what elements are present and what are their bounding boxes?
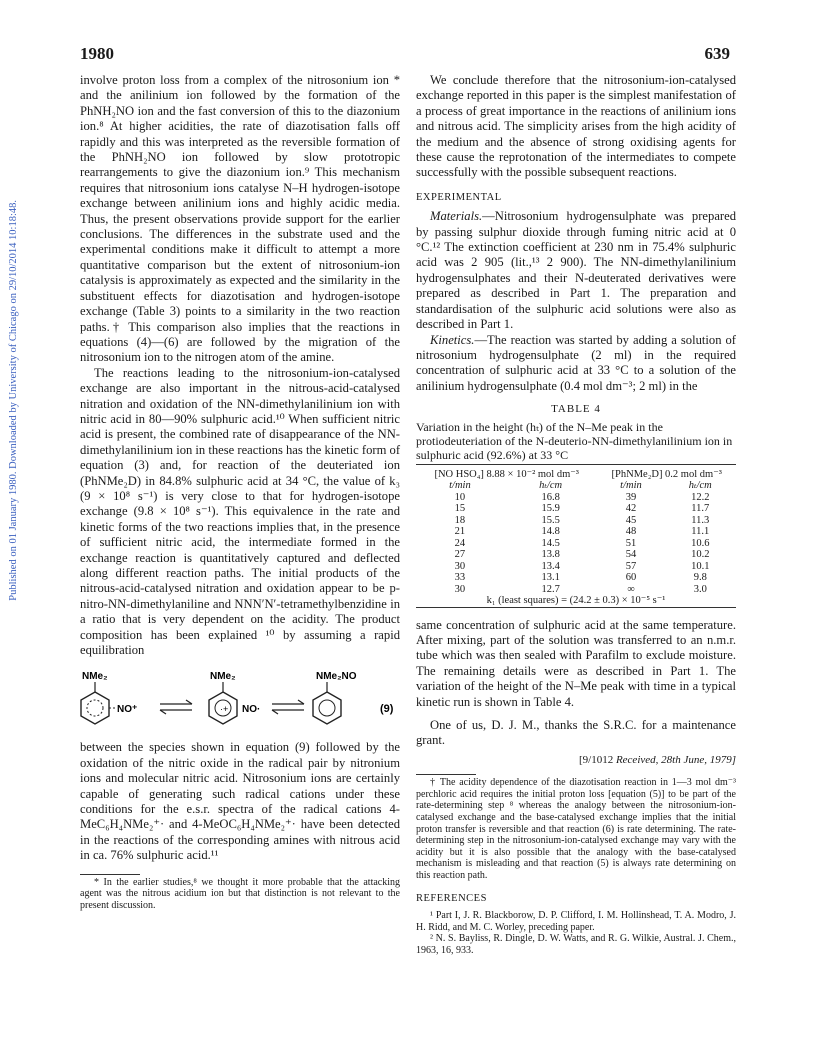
download-watermark: Published on 01 January 1980. Downloaded by University of Chicago on 29/10/2014 10:18:48. (8, 200, 19, 601)
right-column (416, 73, 736, 956)
table-cell: 3.0 (693, 583, 707, 595)
table-cell: 45 (625, 514, 637, 526)
table-cell: 33 (454, 572, 466, 584)
scheme-left-group: NMe₂ (82, 671, 108, 683)
table-cell: 13.4 (541, 560, 560, 572)
left-paragraph-2: The reactions leading to the nitrosonium-ion-catalysed exchange are also important in the nitrous-acid-catalysed nitration and oxidation of the NN-dimethylanilinium ion with nitric acid in 80—90% sulphuric acid.¹⁰ When sufficient nitric acid is present, the combined rate of disappearance of the NN-dimethylanilinium ion in these reactions has the kinetic form of equation (3) and, for reaction of the deuteriated ion (PhNMe₂D) in 84.8% sulphuric acid at 34 °C, the value of k₃ (9 × 10⁸ s⁻¹) is very close to that for hydrogen-isotope exchange (9.8 × 10⁸ s⁻¹). This equivalence in the rate and kinetic forms of the two reactions implies that, in the presence of sufficient nitric acid, the intermediate formed in the exchange reaction is quantitatively captured and deflected along different reaction paths. The initial products of the nitrous-acid-catalysed nitration and oxidation appear to be p-nitro-NN-dimethylaniline and NNN′N′-tetramethylbenzidine in a ratio that is very dependent on the acidity. The product composition has been explained ¹⁰ by assuming a rapid equilibration (80, 365, 401, 658)
table-cell: 57 (625, 560, 637, 572)
table-footer: k₁ (least squares) = (24.2 ± 0.3) × 10⁻⁵ s⁻¹ (416, 595, 736, 607)
references-heading: REFERENCES (416, 892, 487, 904)
received-id: [9/1012 (578, 753, 614, 766)
table-cell: 21 (454, 526, 466, 538)
table-cell: 12.7 (541, 583, 560, 595)
table-cell: 24 (454, 537, 466, 549)
table-cell: 30 (454, 560, 466, 572)
table-header: t/min (620, 480, 642, 492)
materials-label: Materials. (430, 209, 483, 224)
table-cell: 15.9 (541, 503, 560, 515)
equation-9-scheme (80, 668, 400, 736)
page-number: 639 (704, 44, 730, 63)
right-paragraph-1: We conclude therefore that the nitrosonium-ion-catalysed exchange reported in this paper is the simplest manifestation of a process of great importance in the reactions of anilinium ions and nitrous acid. The simplicity arises from the high acidity of the medium and the absence of strong oxidising agents for these cause the reprotonation of the intermediates to compete successfully with the possible subsequent reactions. (416, 73, 736, 180)
left-paragraph-1: involve proton loss from a complex of the nitrosonium ion * and the anilinium ion followed by the formation of the PhNH₂NO ion and the fast conversion of this to the diazonium ion.⁸ At higher acidities, the rate of diazotisation falls off rapidly and this was interpreted as the reversible formation of the PhNH₂NO ion followed by slow prototropic rearrangements to give the diazonium ion.⁹ This mechanism requires that nitrosonium ions catalyse N–H hydrogen-isotope exchange between anilinium ions and highly acidic media. Thus, the present observations provide support for the earlier conclusions. The differences in the substrate used and the experimental conditions make it difficult to attempt a more quantitative comparison but the extent of nitrosonium-ion catalysis is approximately as expected and the similarity in the substituent effects for diazotisation and hydrogen-isotope exchange (Table 3) points to a similarity in the two reaction paths.† This comparison also implies that the reactions in equations (4)—(6) are followed by the migration of the nitrosonium ion to the nitrogen atom of the amine. (80, 73, 400, 365)
equation-number: (9) (380, 703, 394, 716)
table-cell: 10.1 (691, 560, 710, 572)
scheme-mid-group: NMe₂ (210, 671, 236, 683)
table-cell: 11.7 (691, 503, 710, 515)
materials-paragraph (416, 209, 736, 332)
left-paragraph-3: between the species shown in equation (9) followed by the oxidation of the nitric oxide in the radical pair by nitronium ions and molecular nitric acid. Nitrosonium ions are certainly capable of generating such radical cations under these conditions for the e.s.r. spectra of the radical cations 4-MeC₆H₄NMe₂⁺· and 4-MeOC₆H₄NMe₂⁺· have been detected in the reactions of the corresponding amines with nitrous acid in ca. 76% sulphuric acid.¹¹ (80, 740, 400, 863)
footnote-rule (416, 774, 476, 775)
table-cell: 14.5 (541, 537, 560, 549)
benzene-ring-icon (81, 692, 109, 724)
table-cell: 42 (625, 503, 637, 515)
materials-text: —Nitrosonium hydrogensulphate was prepared by passing sulphur dioxide through fuming nitric acid at 0 °C.¹² The extinction coefficient at 230 nm in 75.4% sulphuric acid was 2 905 (lit.,¹³ 2 900). The NN-dimethylanilinium hydrogensulphates and their N-deuterated derivatives were prepared as described in Part 1. The preparation and standardisation of the sulphuric acid solutions were also as described in Part 1. (416, 209, 736, 332)
received-line (416, 753, 736, 768)
table-cond-left: [NO HSO₄] 8.88 × 10⁻² mol dm⁻³ (434, 468, 579, 480)
table-cell: 15 (454, 503, 466, 515)
table-cell: 10.2 (691, 549, 710, 561)
table-cell: 15.5 (541, 514, 560, 526)
table-cell: 16.8 (541, 491, 560, 503)
table-top-rule (416, 464, 736, 465)
right-paragraph-2: same concentration of sulphuric acid at the same temperature. After mixing, part of the solution was transferred to an n.m.r. tube which was then sealed with Parafilm to exclude moisture. The remaining details were as described in Part 1. The variation of the height of the N–Me peak with time in a typical kinetic run is shown in Table 4. (416, 617, 736, 709)
experimental-heading: EXPERIMENTAL (416, 191, 502, 203)
scheme-mid-label: NO· (242, 704, 261, 716)
table-4 (416, 469, 736, 608)
table-cell: 10.6 (691, 537, 710, 549)
benzene-ring-icon (313, 692, 341, 724)
kinetics-paragraph (416, 333, 736, 395)
table-header: hₜ/cm (539, 480, 563, 492)
left-column (80, 73, 400, 911)
table-cell: 48 (625, 526, 637, 538)
reference-1: ¹ Part I, J. R. Blackborow, D. P. Clifford, I. M. Hollinshead, T. A. Modro, J. H. Ridd, and M. C. Worley, preceding paper. (416, 909, 736, 933)
received-date: Received, 28th June, 1979] (615, 753, 736, 766)
table-cell: 54 (625, 549, 637, 561)
table-cond-right: [PhNMe₂D] 0.2 mol dm⁻³ (611, 468, 722, 480)
year-header: 1980 (80, 44, 114, 63)
kinetics-text: —The reaction was started by adding a solution of nitrosonium hydrogensulphate (2 ml) in the required concentration of sulphuric acid at 33 °C to a solution of the anilinium hydrogensulphate (0.4 mol dm⁻³; 2 ml) in the (416, 332, 736, 393)
table-header: hₜ/cm (688, 480, 712, 492)
table-cell: 9.8 (693, 572, 707, 584)
table-cell: 51 (625, 537, 637, 549)
footnote-rule (80, 874, 140, 875)
table-caption: Variation in the height (hₜ) of the N–Me peak in the protiodeuteriation of the N-deuterio-NN-dimethylanilinium ion in sulphuric acid (92.6%) at 33 °C (416, 419, 733, 462)
kinetics-label: Kinetics. (430, 332, 475, 347)
table-cell: 18 (454, 514, 466, 526)
table-cell: ∞ (627, 583, 635, 595)
svg-text:·+: ·+ (220, 704, 229, 715)
table-cell: 13.1 (541, 572, 560, 584)
right-footnote: † The acidity dependence of the diazotisation reaction in 1—3 mol dm⁻³ perchloric acid requires the initial proton loss [equation (5)] to be part of the rate-determining step ⁸ whereas the analogy between the nitrosonium-ion-catalysed exchange and the base-catalysed exchange implies that the initial proton transfer is reversible and that reaction (6) is rate determining. The rate-determining step in the nitrosonium-ion-catalysed exchange may vary with the acidity but it is also possible that the analogy with the base-catalysed mechanism is misleading and that reaction (5) is always rate determining on this reaction path. (416, 777, 736, 881)
table-cell: 13.8 (541, 549, 560, 561)
table-cell: 30 (454, 583, 466, 595)
table-cell: 60 (625, 572, 637, 584)
table-cell: 12.2 (691, 491, 710, 503)
scheme-right-group: NMe₂NO (316, 671, 357, 683)
table-header: t/min (449, 480, 471, 492)
reaction-scheme-svg (80, 668, 400, 736)
table-title: TABLE 4 (551, 403, 601, 416)
left-footnote: * In the earlier studies,⁸ we thought it more probable that the attacking agent was the nitrous acidium ion but that distinction is not relevant to the present discussion. (80, 876, 400, 911)
table-cell: 11.3 (691, 514, 710, 526)
references-list (416, 910, 736, 956)
scheme-left-label: NO⁺ (117, 704, 138, 716)
table-cell: 10 (454, 491, 466, 503)
acknowledgement: One of us, D. J. M., thanks the S.R.C. for a maintenance grant. (416, 717, 736, 748)
table-cell: 14.8 (541, 526, 560, 538)
table-cell: 27 (454, 549, 466, 561)
table-cell: 39 (625, 491, 637, 503)
table-cell: 11.1 (691, 526, 710, 538)
reference-2: ² N. S. Bayliss, R. Dingle, D. W. Watts, and R. G. Wilkie, Austral. J. Chem., 1963, 16, 933. (416, 933, 736, 956)
